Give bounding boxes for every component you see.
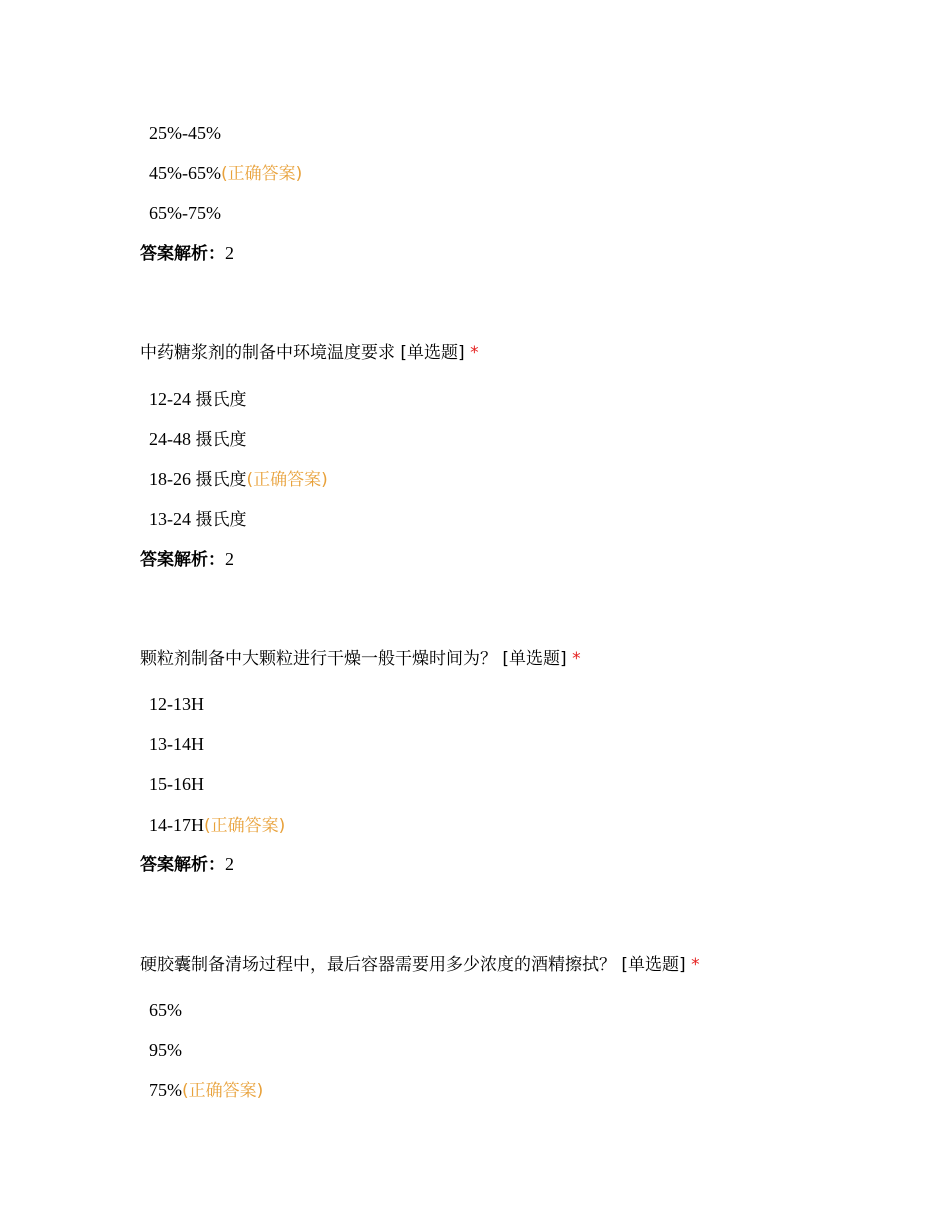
analysis-label: 答案解析： <box>140 550 225 570</box>
option-item <box>149 693 204 715</box>
question-type: [单选题] <box>400 343 465 363</box>
question-text: 中药糖浆剂的制备中环境温度要求 <box>140 343 395 363</box>
correct-answer-marker: (正确答案) <box>204 816 286 836</box>
question-title <box>140 648 581 670</box>
option-item <box>149 428 247 451</box>
analysis-value: 2 <box>225 549 234 569</box>
option-text: 65% <box>149 1000 182 1020</box>
analysis-label: 答案解析： <box>140 855 225 875</box>
option-text: 75% <box>149 1080 182 1100</box>
question-text: 颗粒剂制备中大颗粒进行干燥一般干燥时间为？ <box>140 649 497 669</box>
option-item <box>149 1039 182 1061</box>
answer-analysis <box>140 242 234 265</box>
option-text: 45%-65% <box>149 163 221 183</box>
option-text: 14-17H <box>149 815 204 835</box>
analysis-value: 2 <box>225 243 234 263</box>
answer-analysis <box>140 548 234 571</box>
analysis-value: 2 <box>225 854 234 874</box>
option-unit: 摄氏度 <box>195 390 247 410</box>
option-text: 15-16H <box>149 774 204 794</box>
option-item <box>149 202 221 224</box>
option-number: 18-26 <box>149 469 191 489</box>
required-star: * <box>470 343 479 363</box>
option-text: 25%-45% <box>149 123 221 143</box>
analysis-label: 答案解析： <box>140 244 225 264</box>
option-number: 24-48 <box>149 429 191 449</box>
required-star: * <box>572 649 581 669</box>
option-text: 65%-75% <box>149 203 221 223</box>
option-text: 95% <box>149 1040 182 1060</box>
correct-answer-marker: (正确答案) <box>220 164 303 184</box>
option-item <box>149 388 247 411</box>
correct-answer-marker: (正确答案) <box>246 470 328 490</box>
option-item <box>149 508 247 531</box>
option-item <box>149 773 204 795</box>
option-item <box>149 122 221 144</box>
option-item <box>149 733 204 755</box>
required-star: * <box>691 955 700 975</box>
option-unit: 摄氏度 <box>195 510 247 530</box>
correct-answer-marker: (正确答案) <box>182 1081 264 1101</box>
option-text: 12-13H <box>149 694 204 714</box>
question-type: [单选题] <box>502 649 567 669</box>
option-item <box>149 999 182 1021</box>
question-type: [单选题] <box>621 955 686 975</box>
answer-analysis <box>140 853 234 876</box>
option-item-correct <box>149 468 328 491</box>
option-number: 12-24 <box>149 389 191 409</box>
option-item-correct <box>149 1079 263 1102</box>
question-text: 硬胶囊制备清场过程中，最后容器需要用多少浓度的酒精擦拭？ <box>140 955 616 975</box>
option-number: 13-24 <box>149 509 191 529</box>
question-title <box>140 954 700 976</box>
option-unit: 摄氏度 <box>195 470 247 490</box>
question-title <box>140 342 479 364</box>
option-item-correct <box>149 814 285 837</box>
option-unit: 摄氏度 <box>195 430 247 450</box>
option-item-correct <box>149 162 302 185</box>
option-text: 13-14H <box>149 734 204 754</box>
